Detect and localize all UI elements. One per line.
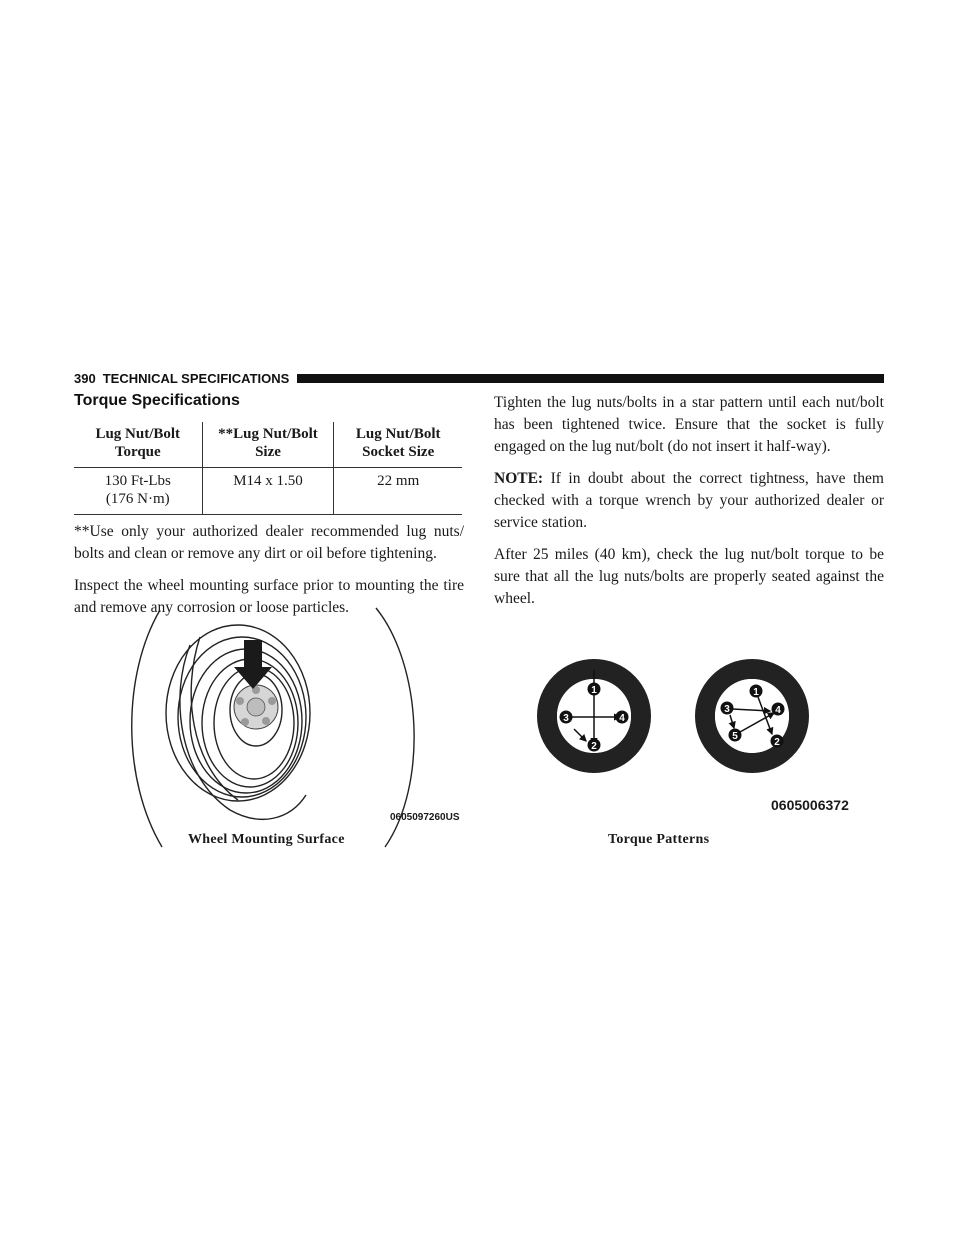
left-column	[74, 392, 464, 619]
note-text: If in doubt about the correct tightness, have them checked with a torque wrench by your authorized dealer or service station.	[494, 470, 884, 531]
footnote-paragraph: **Use only your authorized dealer recommended lug nuts/ bolts and clean or remove any dirt or oil before tightening.	[74, 523, 464, 562]
note-paragraph	[494, 468, 884, 534]
svg-text:3: 3	[563, 713, 569, 724]
page-number: 390	[74, 370, 96, 386]
note-label: NOTE:	[494, 470, 544, 487]
figure-caption-wheel: Wheel Mounting Surface	[188, 832, 345, 847]
tighten-paragraph: Tighten the lug nuts/bolts in a star pattern until each nut/bolt has been tightened twice. Ensure that the socket is fully engaged on the lug nut/bolt (do not insert it half-way).	[494, 394, 884, 455]
section-title: TECHNICAL SPECIFICATIONS	[102, 370, 290, 386]
svg-text:2: 2	[774, 737, 780, 748]
tire-outline-left	[132, 610, 162, 847]
column-header-size: **Lug Nut/Bolt Size	[202, 422, 334, 468]
table-cell-size: M14 x 1.50	[202, 468, 334, 515]
svg-text:1: 1	[753, 687, 759, 698]
hub-with-lugs	[234, 685, 278, 729]
table-cell-socket-size: 22 mm	[334, 468, 462, 515]
torque-patterns-illustration	[490, 640, 880, 850]
svg-text:4: 4	[775, 705, 781, 716]
table-cell-torque: 130 Ft-Lbs (176 N·m)	[74, 468, 202, 515]
figure-caption-torque: Torque Patterns	[608, 832, 710, 847]
header-rule	[297, 374, 884, 383]
column-header-socket-size: Lug Nut/Bolt Socket Size	[334, 422, 462, 468]
inspect-paragraph: Inspect the wheel mounting surface prior to mounting the tire and remove any corrosion or loose particles.	[74, 577, 464, 616]
svg-text:2: 2	[591, 741, 597, 752]
right-column	[494, 392, 884, 610]
torque-spec-table	[74, 422, 462, 515]
after-miles-paragraph: After 25 miles (40 km), check the lug nut/bolt torque to be sure that all the lug nuts/bolts are properly seated against the wheel.	[494, 546, 884, 607]
four-lug-pattern	[547, 669, 641, 763]
figure-code-torque: 0605006372	[771, 797, 849, 813]
column-header-torque: Lug Nut/Bolt Torque	[74, 422, 202, 468]
svg-text:4: 4	[619, 713, 625, 724]
svg-text:5: 5	[732, 731, 738, 742]
svg-text:3: 3	[724, 704, 730, 715]
svg-text:1: 1	[591, 685, 597, 696]
table-header-row	[74, 422, 462, 468]
five-lug-pattern	[705, 669, 799, 763]
table-row	[74, 468, 462, 515]
page-header	[74, 370, 884, 386]
figure-code-wheel: 0605097260US	[390, 812, 460, 823]
torque-heading: Torque Specifications	[74, 392, 240, 409]
